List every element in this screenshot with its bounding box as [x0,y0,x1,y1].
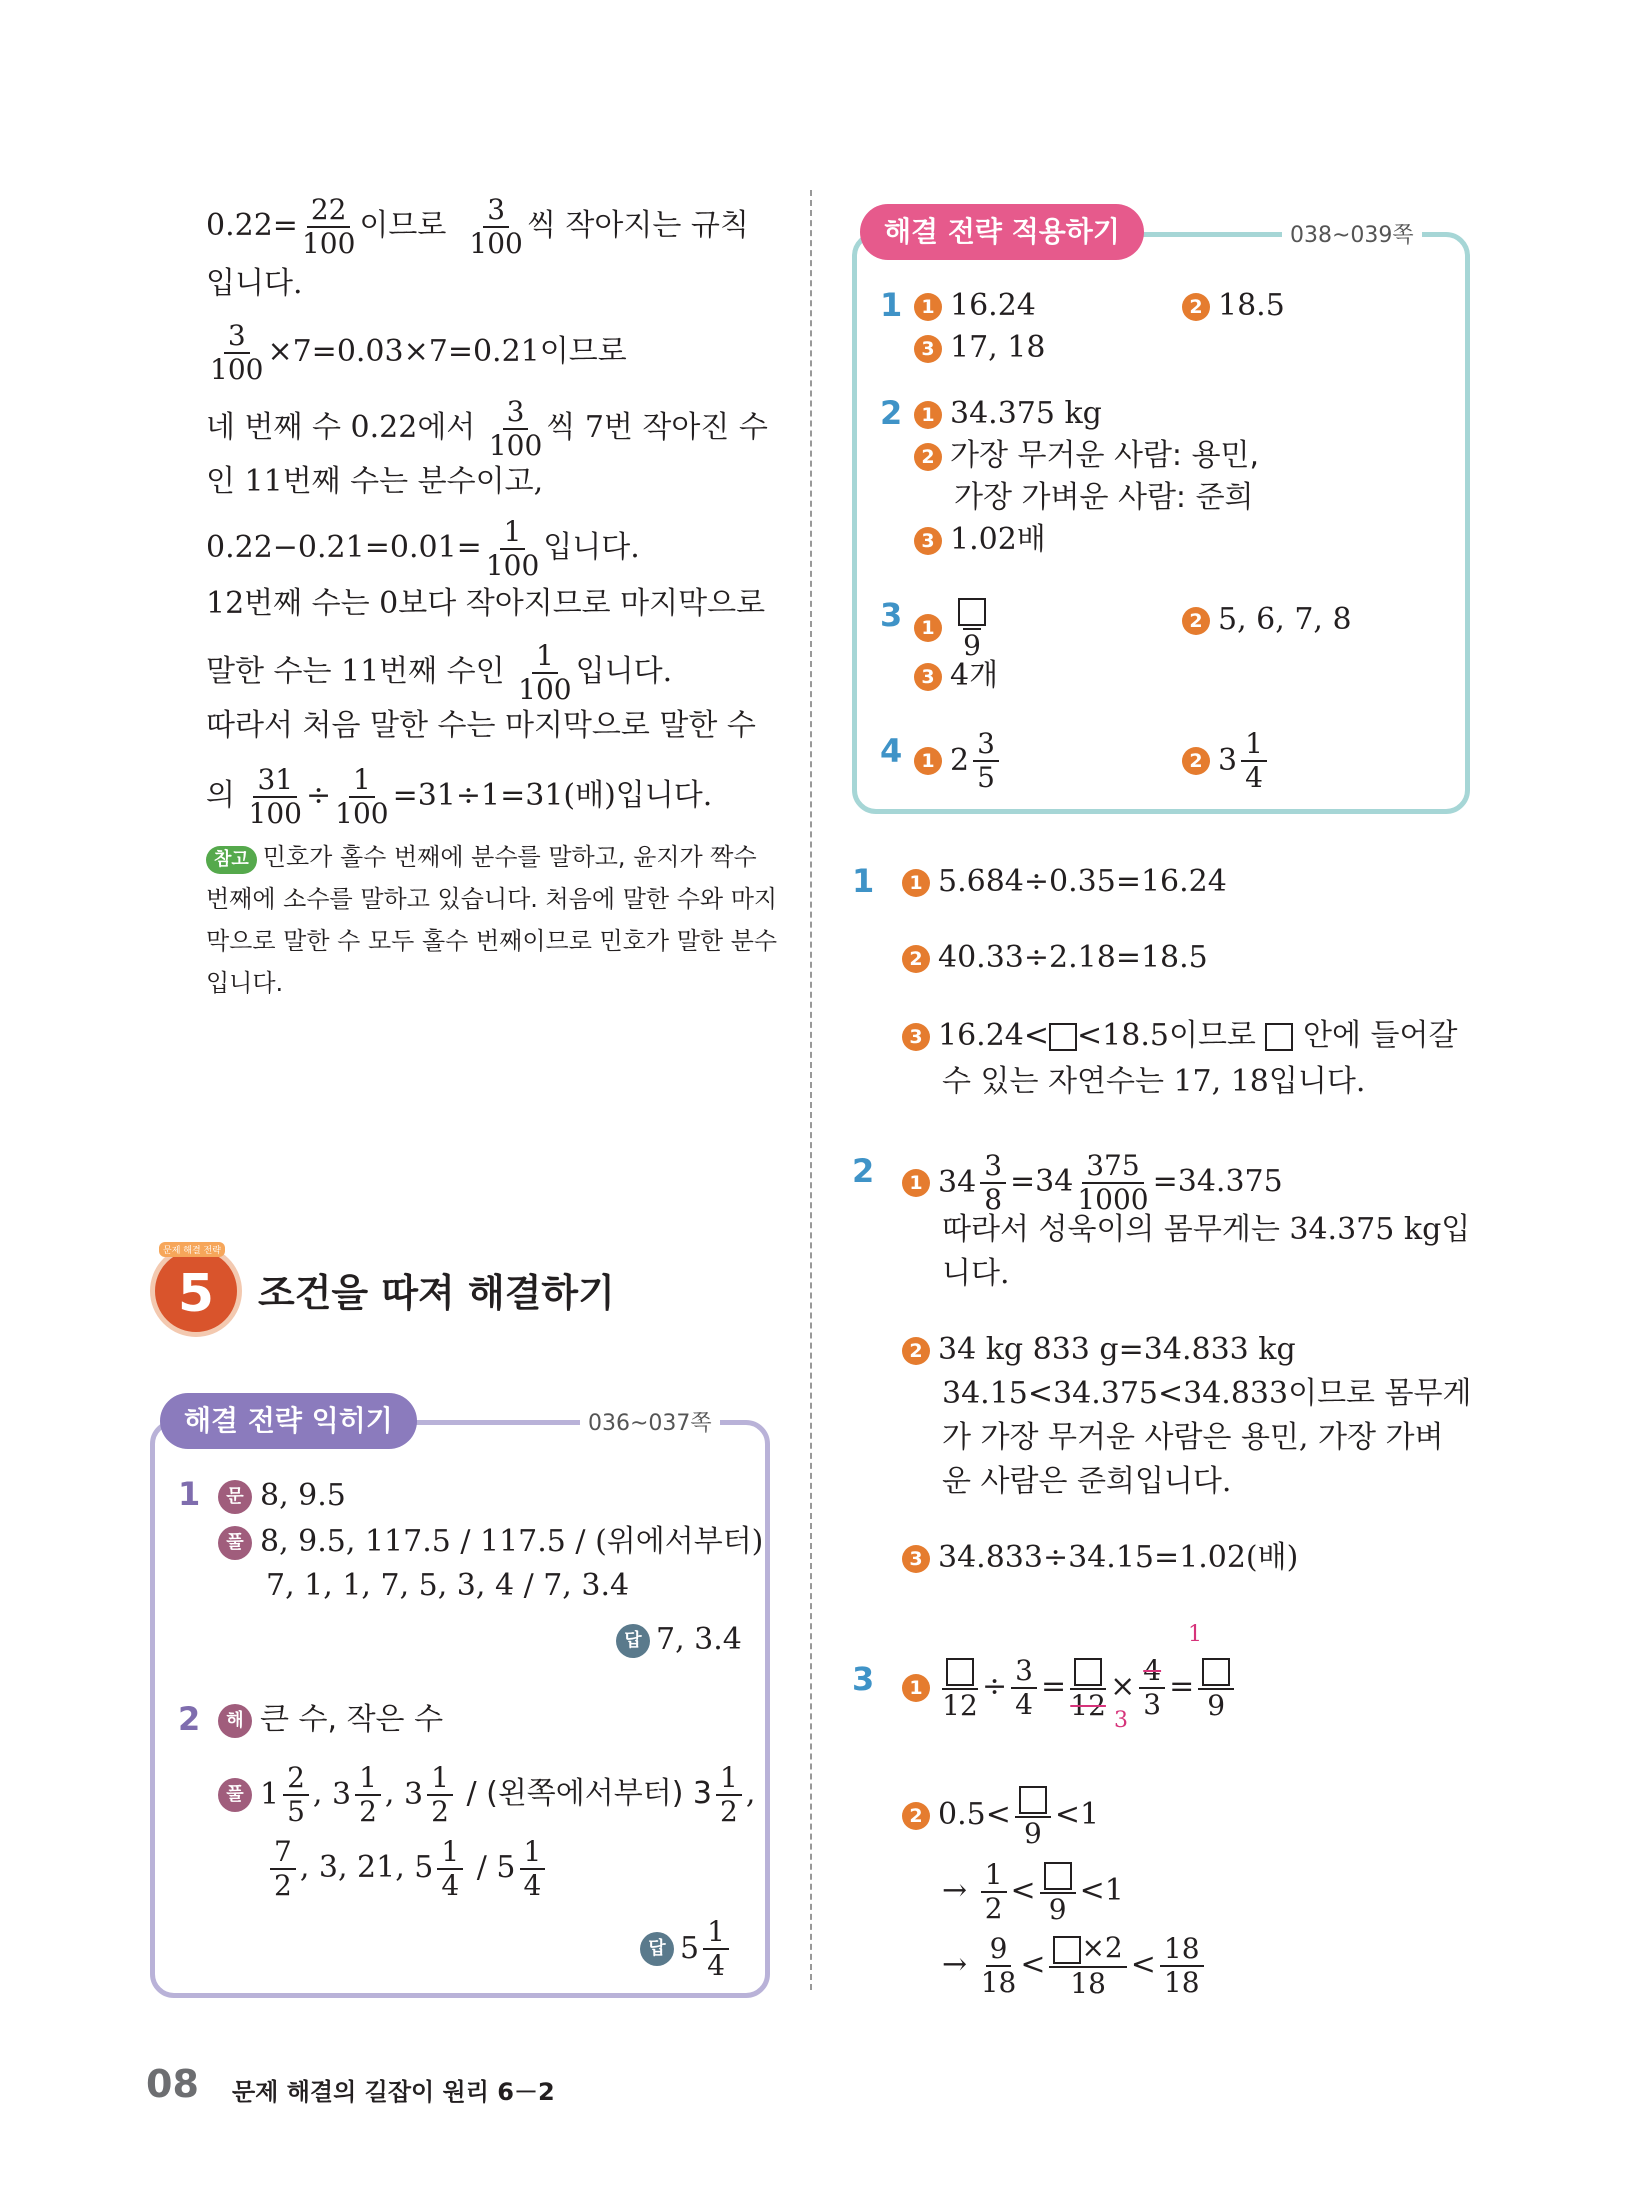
box2-r2-number: 2 [880,394,903,432]
column-divider [810,190,812,1990]
note-line-3: 막으로 말한 수 모두 홀수 번째이므로 민호가 말한 분수 [206,927,778,955]
sol-1-c1: 3 16.24< <18.5이므로 안에 들어갈 [902,1016,1457,1056]
box1-q1-number: 1 [178,1475,201,1513]
box2-r3-a: 1 9 [914,596,994,660]
box2-r1-c: 3 17, 18 [914,328,1045,368]
page-range-2: 038~039쪽 [1282,218,1422,249]
box2-r1-number: 1 [880,286,903,324]
box1-q2-pul-1: 풀 1 $\frac{2}{5}$ , 3 $\frac{1}{2}$ , 3 $\frac{1}{2}$ / (왼쪽에서부터) 3 $\frac{1}{2}$ , [218,1764,755,1826]
note-line-2: 번째에 소수를 말하고 있습니다. 처음에 말한 수와 마지 [206,885,778,913]
box1-q1-mun: 문 8, 9.5 [218,1476,346,1516]
section-number-badge [150,1245,242,1337]
sol-1-a: 1 5.684÷0.35=16.24 [902,862,1227,902]
section-badge-caption: 문제 해결 전략 [159,1242,225,1257]
sol-3-b2: → $\frac{1}{2}$ < 9 <1 [942,1857,1124,1926]
note-badge: 참고 [206,846,257,874]
box1-q1-answer: 답 7, 3.4 [616,1620,742,1660]
sol-3-a: 1 12 ÷ $\frac{3}{4}$ = 12 × $\frac{4}{3}$ = 9 [902,1656,1238,1720]
box1-q2-number: 2 [178,1700,201,1738]
sol-2-a1: 1 34 $\frac{3}{8}$ =34 $\frac{375}{1000}$ =34.375 [902,1152,1283,1214]
section-title: 조건을 따져 해결하기 [258,1271,615,1315]
reference-note [206,836,786,1004]
box2-r2-a: 1 34.375 kg [914,394,1102,434]
box1-q1-pul-1: 풀 8, 9.5, 117.5 / 117.5 / (위에서부터) [218,1522,763,1562]
sol-2-a3: 니다. [942,1256,1010,1291]
box2-r3-number: 3 [880,596,903,634]
sol-2-b4: 운 사람은 준희입니다. [942,1464,1232,1499]
dap-badge: 답 [616,1624,650,1658]
box1-q1-pul-2: 7, 1, 1, 7, 5, 3, 4 / 7, 3.4 [266,1568,630,1603]
cancel-mark-denominator: 3 [1114,1708,1128,1733]
mun-badge: 문 [218,1480,252,1514]
sol-2-b2: 34.15<34.375<34.833이므로 몸무게 [942,1376,1472,1411]
box2-r3-b: 2 5, 6, 7, 8 [1182,600,1352,640]
box1-q2-hae: 해 큰 수, 작은 수 [218,1700,443,1740]
left-line-7: 12번째 수는 0보다 작아지므로 마지막으로 [206,586,766,621]
left-line-10: 의 $\frac{31}{100}$ ÷ $\frac{1}{100}$ =31÷1=31(배)입니다. [206,763,713,830]
box2-r4-number: 4 [880,732,903,770]
box2-r2-c: 3 1.02배 [914,520,1046,560]
box1-q2-pul-2: $\frac{7}{2}$ , 3, 21, 5 $\frac{1}{4}$ / 5 $\frac{1}{4}$ [266,1838,549,1900]
sol-2-a2: 따라서 성욱이의 몸무게는 34.375 kg입 [942,1212,1471,1247]
sol-2-b1: 2 34 kg 833 g=34.833 kg [902,1330,1296,1370]
box2-r3-c: 3 4개 [914,656,998,696]
box2-r1-a: 1 16.24 [914,286,1036,326]
left-line-8: 말한 수는 11번째 수인 $\frac{1}{100}$ 입니다. [206,639,673,706]
pul-badge-2: 풀 [218,1778,252,1812]
left-line-5: 인 11번째 수는 분수이고, [206,464,544,499]
box2-r2-b1: 2 가장 무거운 사람: 용민, [914,436,1259,476]
sol-2-number: 2 [852,1152,875,1190]
note-line-1: 민호가 홀수 번째에 분수를 말하고, 윤지가 짝수 [262,843,757,871]
sol-3-number: 3 [852,1660,875,1698]
strategy-practice-ribbon: 해결 전략 익히기 [160,1393,417,1449]
left-line-1: 0.22= $\frac{22}{100}$ 이므로 $\frac{3}{100}$ 씩 작아지는 규칙 [206,193,749,260]
box2-r4-b: 2 3 $\frac{1}{4}$ [1182,730,1271,792]
left-line-9: 따라서 처음 말한 수는 마지막으로 말한 수 [206,708,756,743]
note-line-4: 입니다. [206,969,284,997]
cancel-mark-numerator: 1 [1188,1622,1202,1647]
sol-2-b3: 가 가장 무거운 사람은 용민, 가장 가벼 [942,1420,1444,1455]
strategy-apply-ribbon: 해결 전략 적용하기 [860,204,1144,260]
sol-3-b3: → $\frac{9}{18}$ < $\frac{\times 2}{18}$ < $\frac{18}{18}$ [942,1934,1208,1998]
book-title: 문제 해결의 길잡이 원리 6－2 [232,2078,555,2106]
left-line-2: 입니다. [206,266,303,301]
page-number: 08 [146,2062,199,2106]
sol-1-number: 1 [852,862,875,900]
box2-r4-a: 1 2 $\frac{3}{5}$ [914,730,1003,792]
left-line-3: $\frac{3}{100}$ ×7=0.03×7=0.21이므로 [210,319,627,386]
box2-r2-b2: 가장 가벼운 사람: 준희 [954,480,1254,515]
section-number: 5 [177,1264,215,1324]
sol-3-b1: 2 0.5< 9 <1 [902,1784,1099,1848]
left-line-6: 0.22−0.21=0.01= $\frac{1}{100}$ 입니다. [206,515,640,582]
page-range-1: 036~037쪽 [580,1406,720,1437]
box2-r1-b: 2 18.5 [1182,286,1285,326]
pul-badge: 풀 [218,1526,252,1560]
hae-badge: 해 [218,1704,252,1738]
dap-badge-2: 답 [640,1932,674,1966]
sol-1-c2: 수 있는 자연수는 17, 18입니다. [942,1064,1366,1099]
sol-1-b: 2 40.33÷2.18=18.5 [902,938,1208,978]
sol-2-c: 3 34.833÷34.15=1.02(배) [902,1538,1298,1578]
left-line-4: 네 번째 수 0.22에서 $\frac{3}{100}$ 씩 7번 작아진 수 [206,395,768,462]
box1-q2-answer: 답 5 $\frac{1}{4}$ [640,1918,733,1980]
